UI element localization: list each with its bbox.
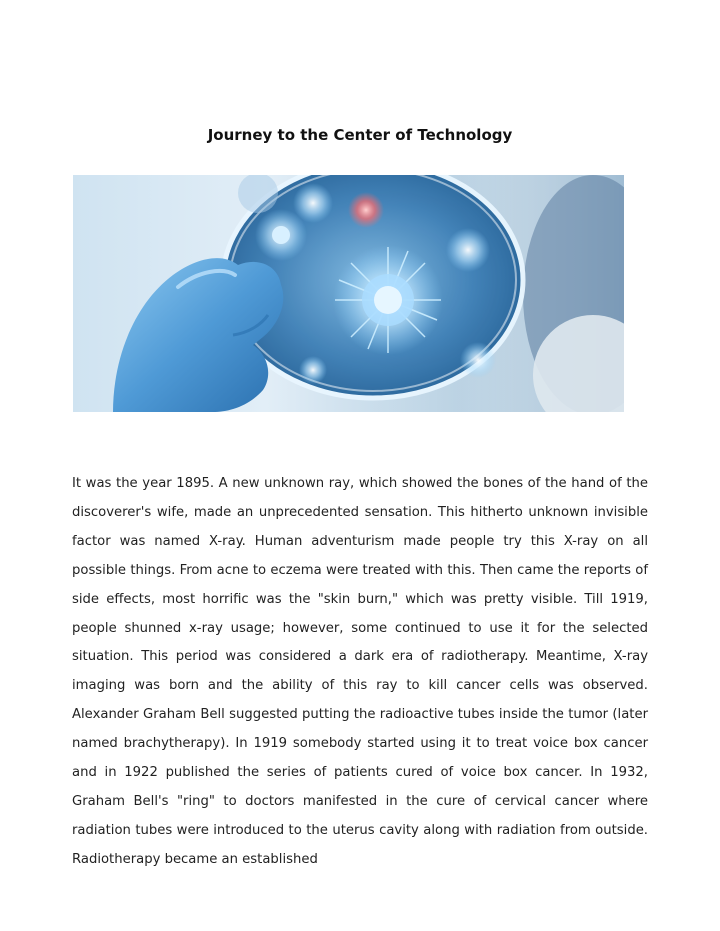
microbe-small-5 [299, 356, 327, 384]
gloved-hand [113, 258, 283, 412]
microbe-red [348, 192, 384, 228]
page-title: Journey to the Center of Technology [207, 126, 513, 144]
body-paragraph: It was the year 1895. A new unknown ray, which showed the bones of the hand of the discoverer's wife, made an unprecedented sensation. This hitherto unknown invisible factor was named X-ray. Human adventurism made people try this X-ray on all possible things. From acne to eczema were treated with this. Then came the reports of side effects, most horrific was the "skin burn," which was pretty visible. Till 1919, people shunned x-ray usage; however, some continued to use it for the selected situation. This period was considered a dark era of radiotherapy. Meantime, X-ray imaging was born and the ability of this ray to kill cancer cells was observed. Alexander Graham Bell suggested putting the radioactive tubes inside the tumor (later named brachytherapy). In 1919 somebody started using it to treat voice box cancer and in 1922 published the series of patients cured of voice box cancer. In 1932, Graham Bell's "ring" to doctors manifested in the cure of cervical cancer where radiation tubes were introduced to the uterus cavity along with radiation from outside. Radiotherapy became an established [72, 476, 648, 867]
hero-image [73, 175, 624, 412]
microbe-small-2 [293, 183, 333, 223]
microbe-main [333, 245, 443, 355]
microbe-small-3 [446, 228, 490, 272]
microbe-small-4 [460, 342, 496, 378]
